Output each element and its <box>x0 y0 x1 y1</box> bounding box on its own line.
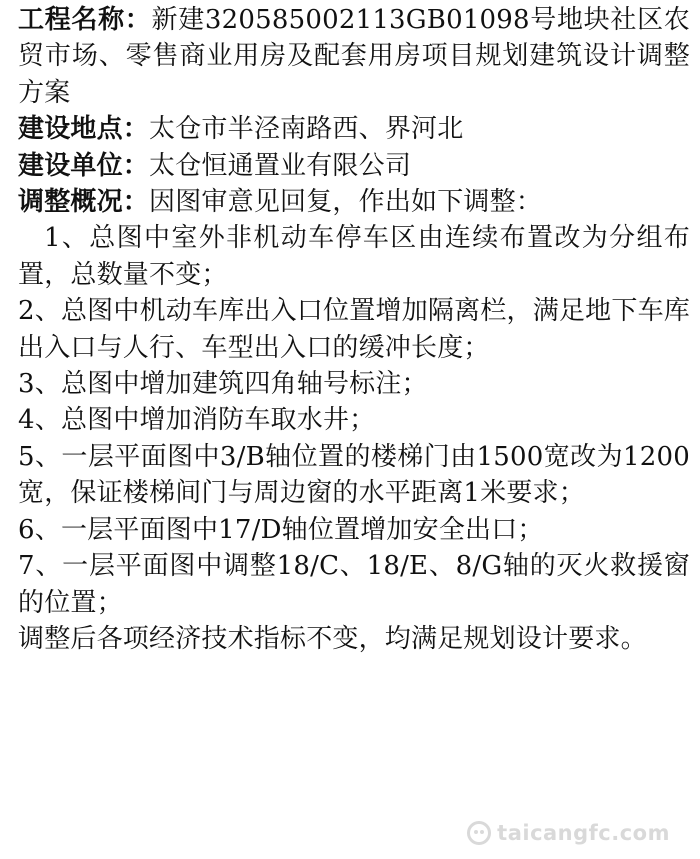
project-name-value: 新建320585002113GB01098号地块社区农贸市场、零售商业用房及配套用房项目规划建筑设计调整方案 <box>18 5 690 108</box>
list-item: 4、总图中增加消防车取水井； <box>18 405 376 436</box>
developer-label: 建设单位： <box>18 150 150 181</box>
closing-statement: 调整后各项经济技术指标不变，均满足规划设计要求。 <box>18 623 647 654</box>
summary-value: 因图审意见回复，作出如下调整： <box>149 187 543 218</box>
list-item: 5、一层平面图中3/B轴位置的楼梯门由1500宽改为1200宽，保证楼梯间门与周边窗的水平距离1米要求； <box>18 441 690 509</box>
location-line <box>18 111 690 147</box>
summary-line <box>18 184 690 220</box>
summary-label: 调整概况： <box>18 187 150 218</box>
list-item: 6、一层平面图中17/D轴位置增加安全出口； <box>18 514 544 545</box>
list-item: 1、总图中室外非机动车停车区由连续布置改为分组布置，总数量不变； <box>18 223 690 290</box>
list-item: 7、一层平面图中调整18/C、18/E、8/G轴的灭火救援窗的位置； <box>18 551 690 618</box>
project-name-label: 工程名称： <box>18 5 152 35</box>
document-body <box>18 2 690 657</box>
watermark-text: taicangfc.com <box>497 821 670 845</box>
developer-line <box>18 148 690 184</box>
list-item: 3、总图中增加建筑四角轴号标注； <box>18 369 428 400</box>
location-label: 建设地点： <box>18 114 150 145</box>
list-item: 2、总图中机动车库出入口位置增加隔离栏，满足地下车库出入口与人行、车型出入口的缓冲长度； <box>18 296 690 363</box>
smiley-logo-icon <box>467 821 491 845</box>
watermark <box>467 821 670 845</box>
location-value: 太仓市半泾南路西、界河北 <box>149 114 464 145</box>
project-name-line <box>18 2 690 111</box>
developer-value: 太仓恒通置业有限公司 <box>149 150 412 181</box>
